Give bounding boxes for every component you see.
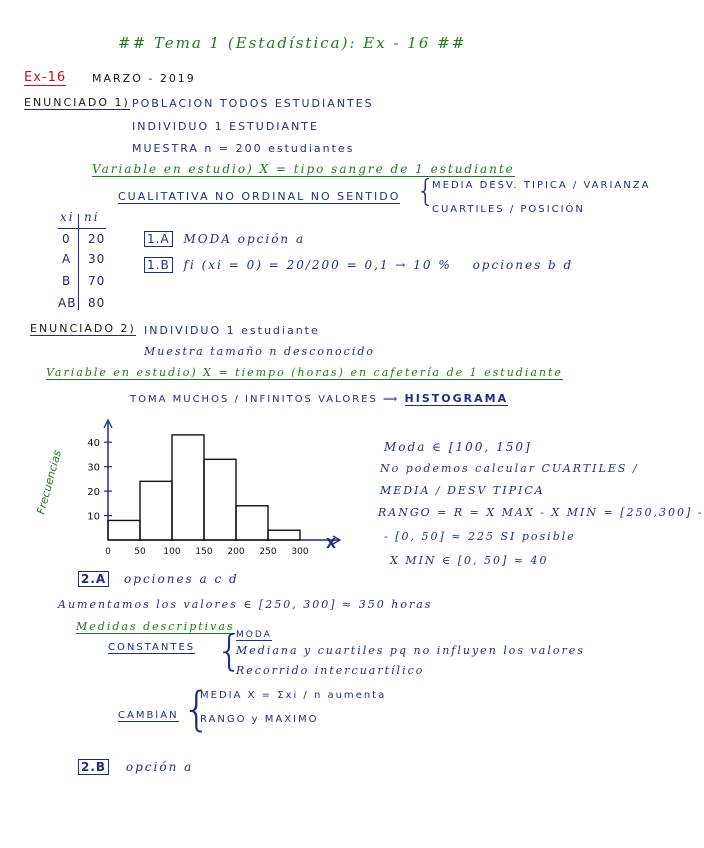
ans1b-options: opciones b d	[472, 258, 574, 272]
ans1a	[144, 232, 305, 246]
enunciado1-label: ENUNCIADO 1)	[24, 96, 130, 109]
ans1b	[144, 258, 573, 272]
ans2a-rango: RANGO y MAXIMO	[200, 714, 319, 725]
toma-line	[130, 392, 508, 405]
histogram-bar	[108, 520, 140, 540]
freq-row-0-x: 0	[62, 232, 71, 246]
freq-header-n: ni	[84, 210, 100, 224]
variable2-line: Variable en estudio) X = tiempo (horas) en cafetería de 1 estudiante	[46, 366, 563, 379]
ans2a	[78, 572, 239, 586]
note-no-calcular: No podemos calcular CUARTILES /	[380, 462, 639, 475]
histogram-chart	[30, 420, 350, 570]
x-tick-label: 200	[227, 547, 245, 557]
clasificacion-line	[118, 190, 400, 203]
clasificacion-text: CUALITATIVA NO ORDINAL NO SENTIDO	[118, 190, 401, 203]
y-tick-label: 20	[87, 487, 100, 499]
x-tick-label: 150	[195, 547, 213, 557]
freq-row-2-x: B	[62, 274, 72, 288]
ans1b-label: 1.B	[144, 257, 173, 273]
ans1b-text: fi (xi = 0) = 20/200 = 0,1 → 10 %	[183, 258, 452, 272]
medidas-top: MEDIA DESV. TIPICA / VARIANZA	[432, 180, 651, 191]
histograma-text: HISTOGRAMA	[404, 392, 509, 405]
enunciado2-muestra: Muestra tamaño n desconocido	[144, 345, 376, 358]
ans2a-label: 2.A	[78, 571, 109, 587]
medidas-bottom: CUARTILES / POSICIÓN	[432, 204, 585, 215]
note-xmin: X MIN ∈ [0, 50] ≈ 40	[390, 554, 549, 567]
poblacion-line: POBLACION TODOS ESTUDIANTES	[132, 97, 374, 110]
ans1a-label: 1.A	[144, 231, 173, 247]
histogram-bar	[204, 459, 236, 540]
ans1a-text: MODA opción a	[183, 232, 306, 246]
enunciado2-individuo: INDIVIDUO 1 estudiante	[144, 324, 320, 337]
ans2a-constantes: CONSTANTES	[108, 642, 196, 653]
histogram-bar	[236, 506, 268, 540]
freq-row-3-x: AB	[58, 296, 77, 310]
histogram-bar	[172, 435, 204, 540]
ans2a-cambian: CAMBIAN	[118, 710, 179, 721]
freq-row-1-x: A	[62, 252, 72, 266]
ans2a-moda: MODA	[236, 630, 272, 640]
freq-row-2-n: 70	[88, 274, 106, 288]
ans2b-text: opción a	[125, 760, 194, 774]
chart-xlabel: X	[326, 537, 337, 552]
x-tick-label: 50	[134, 547, 146, 557]
page-title: ## Tema 1 (Estadística): Ex - 16 ##	[118, 34, 467, 52]
ans2a-options: opciones a c d	[124, 572, 239, 586]
toma-text: TOMA MUCHOS / INFINITOS VALORES ⟹	[130, 394, 400, 405]
y-tick-label: 10	[87, 511, 100, 523]
y-tick-label: 30	[87, 462, 100, 474]
brace-cambian-icon: {	[182, 682, 213, 736]
x-tick-label: 0	[105, 547, 111, 557]
note-rango: RANGO = R = X MAX - X MIN = [250,300] -	[378, 506, 704, 519]
ans2b	[78, 760, 193, 774]
ans2b-label: 2.B	[78, 759, 109, 775]
freq-row-1-n: 30	[88, 252, 106, 266]
freq-divider	[78, 214, 79, 310]
x-tick-label: 250	[259, 547, 277, 557]
freq-row-3-n: 80	[88, 296, 106, 310]
y-tick-label: 40	[87, 438, 100, 450]
freq-table	[58, 210, 108, 310]
note-media: MEDIA / DESV TIPICA	[380, 484, 545, 497]
histogram-bar	[140, 481, 172, 540]
histogram-bar	[268, 530, 300, 540]
exam-date: MARZO - 2019	[92, 72, 196, 85]
brace-icon: {	[416, 174, 437, 209]
ans2a-medidas: Medidas descriptivas	[76, 620, 235, 633]
ans2a-mediana: Mediana y cuartiles pq no influyen los valores	[236, 644, 585, 657]
enunciado2-label: ENUNCIADO 2)	[30, 322, 136, 335]
individuo-line: INDIVIDUO 1 ESTUDIANTE	[132, 120, 319, 133]
freq-row-0-n: 20	[88, 232, 106, 246]
x-tick-label: 100	[163, 547, 181, 557]
ans2a-aumentamos: Aumentamos los valores ∈ [250, 300] ≈ 350 horas	[58, 598, 433, 611]
freq-header-line	[58, 228, 106, 229]
brace-constantes-icon: {	[216, 626, 244, 675]
muestra-line: MUESTRA n = 200 estudiantes	[132, 142, 355, 155]
note-rango-2: - [0, 50] ≈ 225 SI posible	[384, 530, 576, 543]
exam-label: Ex-16	[24, 70, 67, 85]
variable1-line: Variable en estudio) X = tipo sangre de 1 estudiante	[92, 162, 515, 176]
ans2a-media: MEDIA X = Σxi / n aumenta	[200, 690, 387, 701]
x-tick-label: 300	[291, 547, 309, 557]
note-moda: Moda ∈ [100, 150]	[384, 440, 532, 454]
chart-ylabel: Frecuencias	[34, 448, 64, 516]
ans2a-recorrido: Recorrido intercuartílico	[236, 664, 425, 677]
freq-header-x: xi	[60, 210, 75, 224]
